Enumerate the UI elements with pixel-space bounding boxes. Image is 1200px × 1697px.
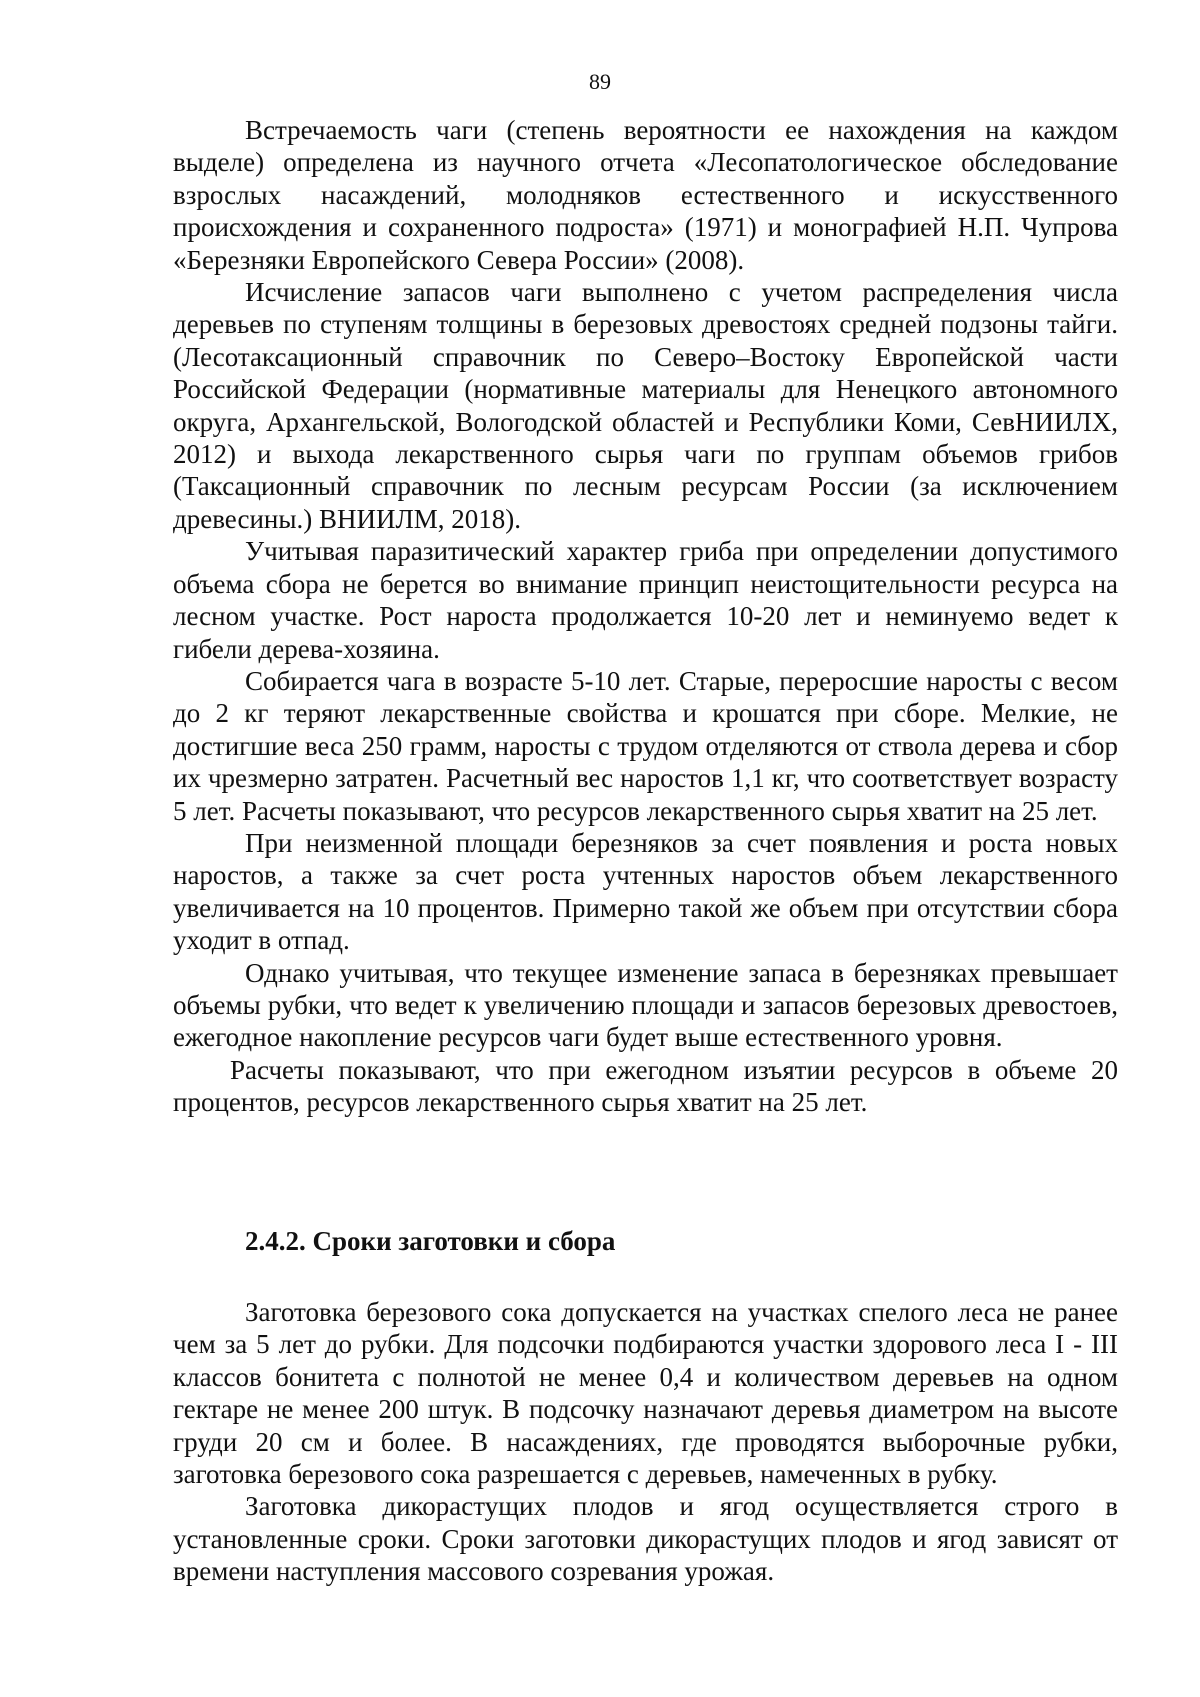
body-text-top <box>173 114 1118 1119</box>
paragraph: Заготовка березового сока допускается на участках спелого леса не ранее чем за 5 лет до рубки. Для подсочки подбираются участки здорового леса I - III классов бонитета с полнотой не менее 0,4 и количеством деревьев на одном гектаре не менее 200 штук. В подсочку назначают деревья диаметром на высоте груди 20 см и более. В насаждениях, где проводятся выборочные рубки, заготовка березового сока разрешается с деревьев, намеченных в рубку. <box>173 1297 1118 1490</box>
paragraph: Исчисление запасов чаги выполнено с учетом распределения числа деревьев по ступеням толщины в березовых древостоях средней подзоны тайги. (Лесотаксационный справочник по Северо–Востоку Европейской части Российской Федерации (нормативные материалы для Ненецкого автономного округа, Архангельской, Вологодской областей и Республики Коми, СевНИИЛХ, 2012) и выхода лекарственного сырья чаги по группам объемов грибов (Таксационный справочник по лесным ресурсам России (за исключением древесины.) ВНИИЛМ, 2018). <box>173 277 1118 534</box>
paragraph: Расчеты показывают, что при ежегодном изъятии ресурсов в объеме 20 процентов, ресурсов лекарственного сырья хватит на 25 лет. <box>173 1054 1118 1118</box>
page-number: 89 <box>589 69 611 94</box>
section-heading: 2.4.2. Сроки заготовки и сбора <box>245 1226 616 1256</box>
paragraph: Однако учитывая, что текущее изменение запаса в березняках превышает объемы рубки, что ведет к увеличению площади и запасов березовых древостоев, ежегодное накопление ресурсов чаги будет выше естественного уровня. <box>173 957 1118 1053</box>
paragraph: Заготовка дикорастущих плодов и ягод осуществляется строго в установленные сроки. Сроки заготовки дикорастущих плодов и ягод зависят от времени наступления массового созревания урожая. <box>173 1491 1118 1587</box>
paragraph: Встречаемость чаги (степень вероятности ее нахождения на каждом выделе) определена из научного отчета «Лесопатологическое обследование взрослых насаждений, молодняков естественного и искусственного происхождения и сохраненного подроста» (1971) и монографией Н.П. Чупрова «Березняки Европейского Севера России» (2008). <box>173 115 1118 275</box>
paragraph: Учитывая паразитический характер гриба при определении допустимого объема сбора не берется во внимание принцип неистощительности ресурса на лесном участке. Рост нароста продолжается 10-20 лет и неминуемо ведет к гибели дерева-хозяина. <box>173 536 1118 664</box>
paragraph: Собирается чага в возрасте 5-10 лет. Старые, переросшие наросты с весом до 2 кг теряют лекарственные свойства и крошатся при сборе. Мелкие, не достигшие веса 250 грамм, наросты с трудом отделяются от ствола дерева и сбор их чрезмерно затратен. Расчетный вес наростов 1,1 кг, что соответствует возрасту 5 лет. Расчеты показывают, что ресурсов лекарственного сырья хватит на 25 лет. <box>173 665 1118 826</box>
body-text-bottom <box>173 1296 1118 1588</box>
paragraph: При неизменной площади березняков за счет появления и роста новых наростов, а также за счет роста учтенных наростов объем лекарственного увеличивается на 10 процентов. Примерно такой же объем при отсутствии сбора уходит в отпад. <box>173 827 1118 956</box>
